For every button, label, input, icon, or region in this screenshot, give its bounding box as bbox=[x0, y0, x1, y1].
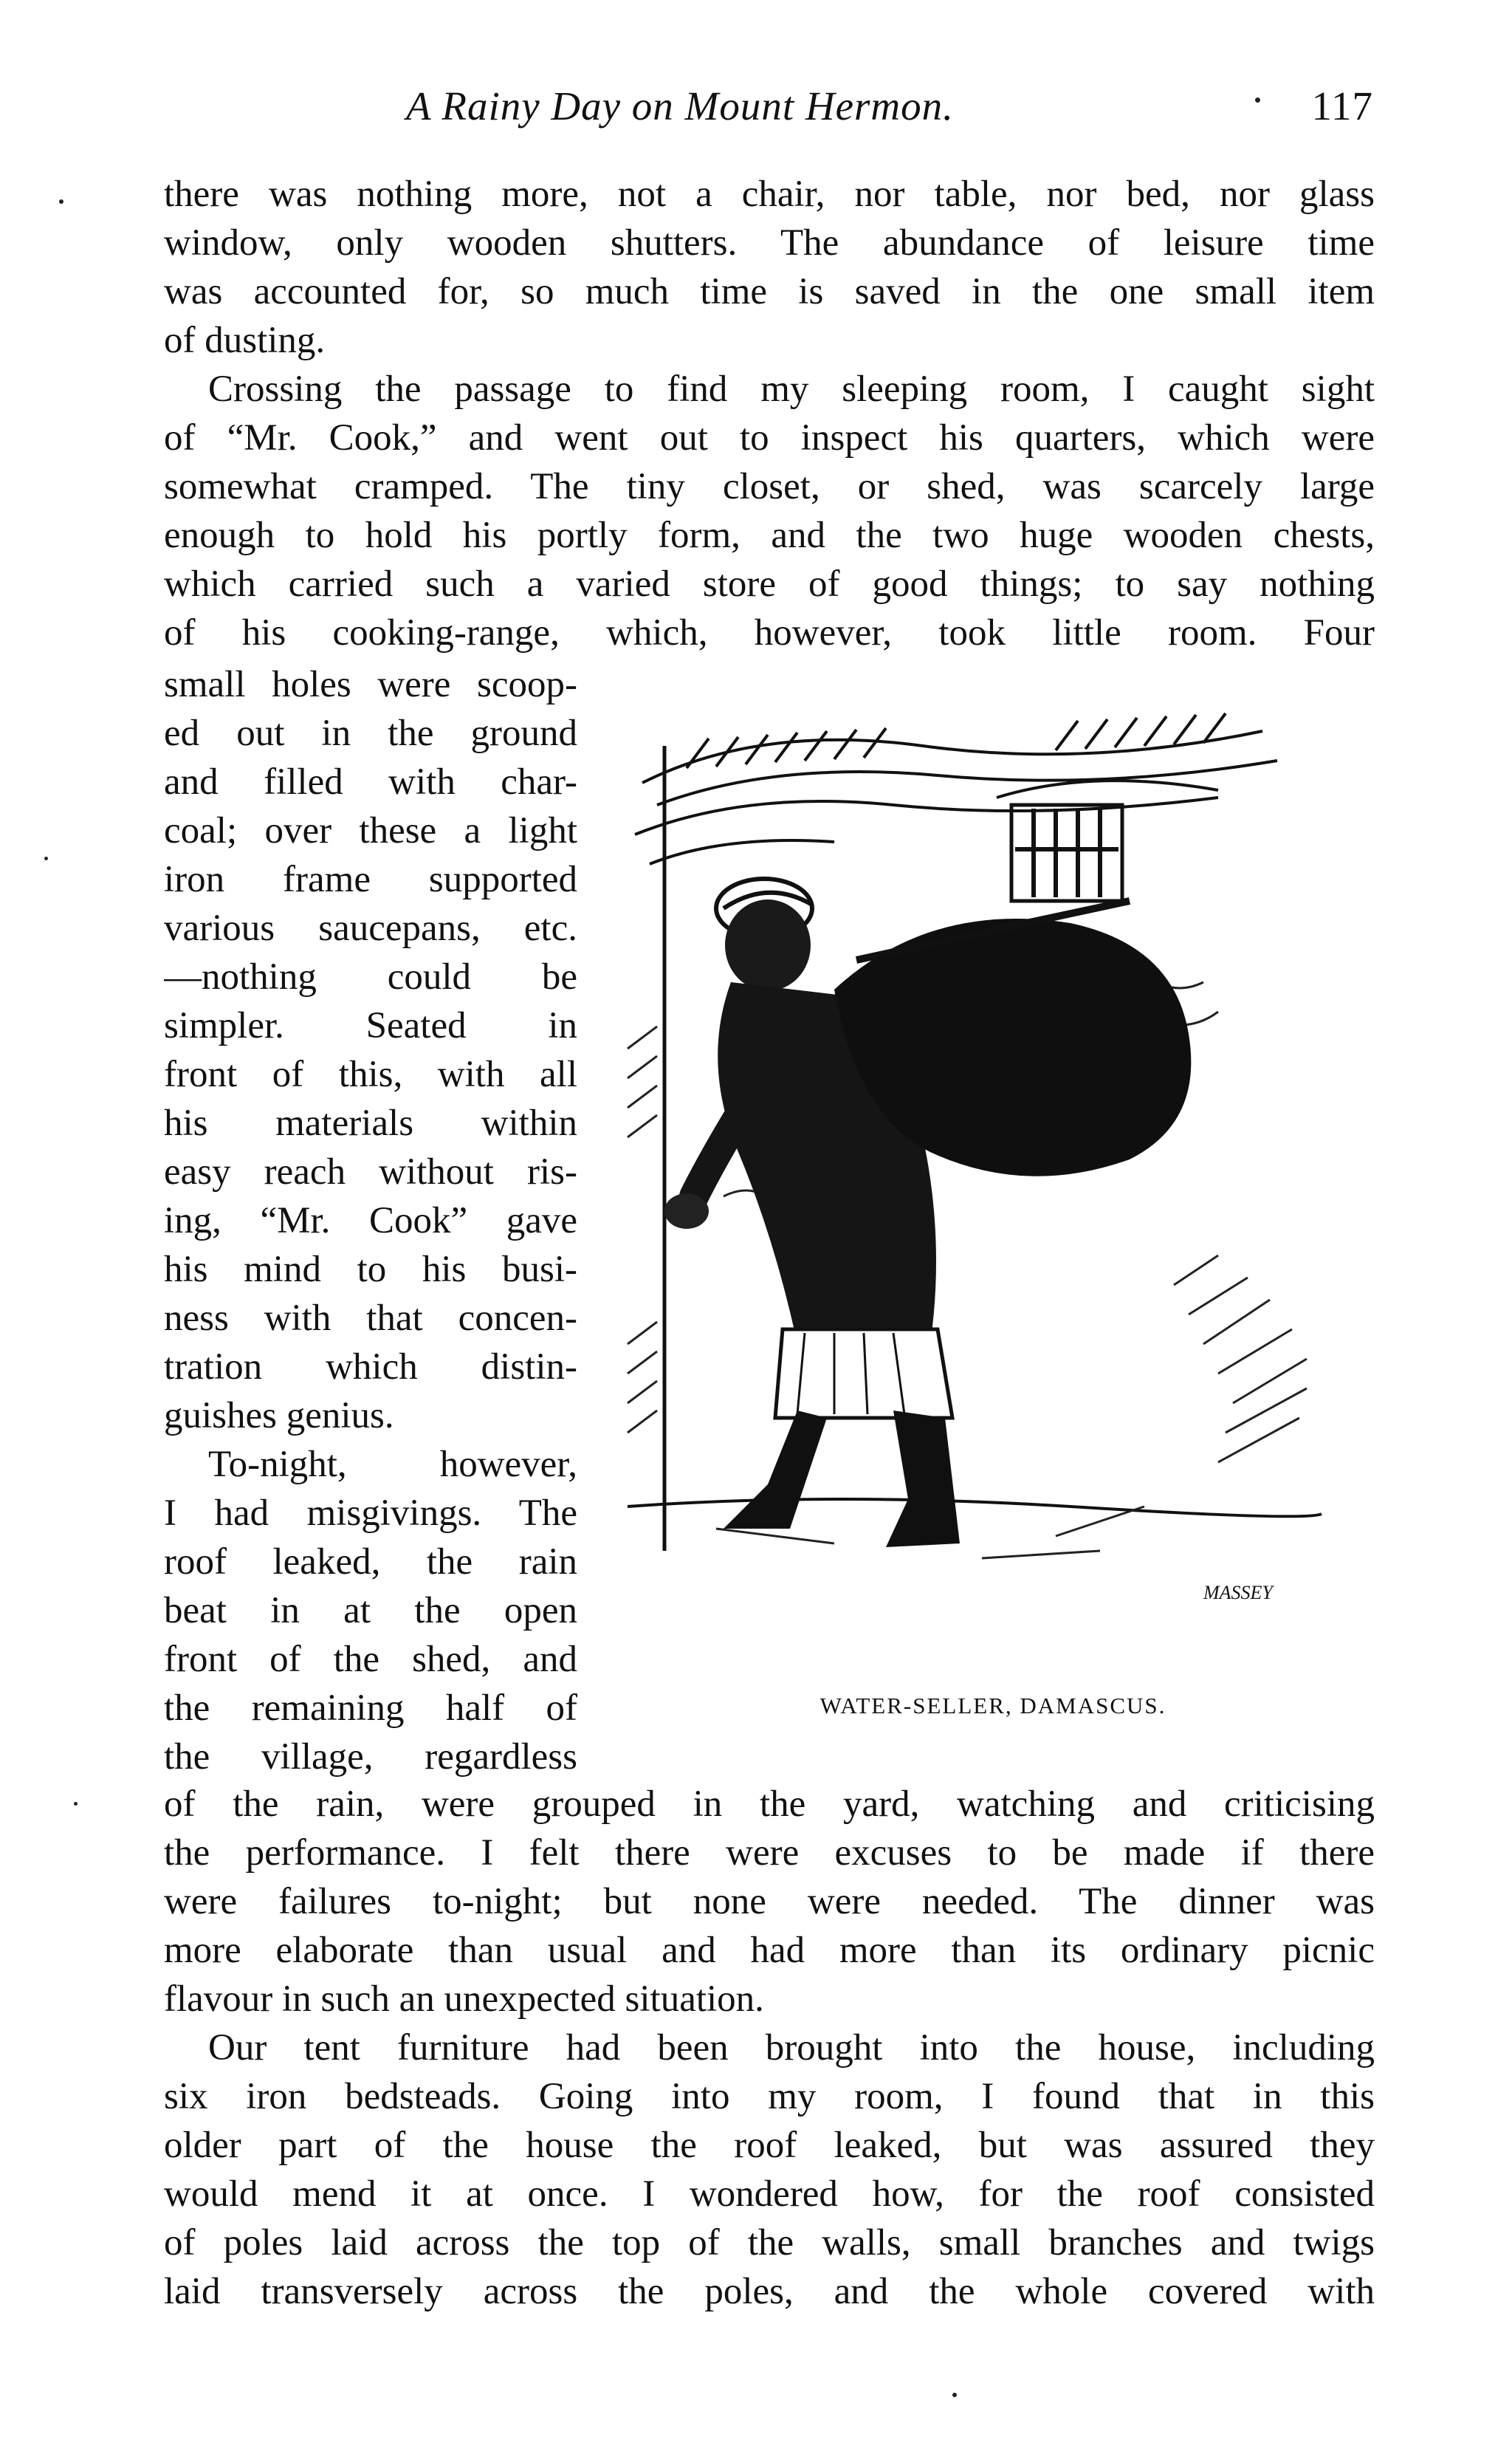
text-line: six iron bedsteads. Going into my room, I found that in this bbox=[164, 2076, 1375, 2117]
top-text-block bbox=[164, 170, 1375, 657]
text-line: guishes genius. bbox=[164, 1395, 394, 1436]
text-line: the remaining half of bbox=[164, 1687, 577, 1729]
text-line: roof leaked, the rain bbox=[164, 1541, 577, 1583]
running-head bbox=[162, 83, 1373, 142]
text-line: Crossing the passage to find my sleeping room, I caught sight bbox=[208, 369, 1375, 410]
text-line: easy reach without ris- bbox=[164, 1151, 577, 1193]
text-line: front of this, with all bbox=[164, 1054, 577, 1095]
text-line: coal; over these a light bbox=[164, 810, 577, 851]
text-line: I had misgivings. The bbox=[164, 1492, 577, 1534]
text-line: flavour in such an unexpected situation. bbox=[164, 1978, 764, 2020]
bottom-text-block bbox=[164, 1780, 1375, 2316]
figure-caption: WATER-SELLER, DAMASCUS. bbox=[819, 1693, 1166, 1718]
scan-speck bbox=[1255, 97, 1260, 103]
text-line: was accounted for, so much time is saved in the one small item bbox=[164, 271, 1375, 312]
text-line: his mind to his busi- bbox=[164, 1249, 577, 1290]
text-line: of dusting. bbox=[164, 320, 326, 361]
left-column-text bbox=[164, 660, 577, 1781]
scan-speck bbox=[952, 2393, 957, 2397]
text-line: ed out in the ground bbox=[164, 713, 577, 754]
scan-speck bbox=[74, 1802, 78, 1806]
illustration-figure bbox=[613, 679, 1373, 1728]
text-line: enough to hold his portly form, and the two huge wooden chests, bbox=[164, 515, 1375, 556]
text-line: front of the shed, and bbox=[164, 1639, 577, 1680]
text-line: older part of the house the roof leaked, but was assured they bbox=[164, 2125, 1375, 2166]
running-title: A Rainy Day on Mount Hermon. bbox=[406, 83, 954, 128]
text-line: the performance. I felt there were excuses to be made if there bbox=[164, 1832, 1375, 1874]
scan-speck bbox=[44, 857, 48, 860]
text-line: would mend it at once. I wondered how, for the roof consisted bbox=[164, 2173, 1375, 2215]
page-number: 117 bbox=[1311, 83, 1373, 128]
water-seller-engraving bbox=[613, 679, 1373, 1662]
text-line: iron frame supported bbox=[164, 859, 577, 900]
text-line: ness with that concen- bbox=[164, 1298, 577, 1339]
text-line: tration which distin- bbox=[164, 1346, 577, 1388]
text-line: laid transversely across the poles, and the whole covered with bbox=[164, 2271, 1375, 2312]
text-line: of “Mr. Cook,” and went out to inspect his quarters, which were bbox=[164, 417, 1375, 459]
text-line: various saucepans, etc. bbox=[164, 908, 577, 949]
text-line: ing, “Mr. Cook” gave bbox=[164, 1200, 577, 1241]
text-line: the village, regardless bbox=[164, 1736, 577, 1778]
text-line: beat in at the open bbox=[164, 1590, 577, 1631]
text-line: of his cooking-range, which, however, took little room. Four bbox=[164, 612, 1375, 654]
text-line: and filled with char- bbox=[164, 761, 577, 803]
text-line: simpler. Seated in bbox=[164, 1005, 577, 1046]
text-line: were failures to-night; but none were needed. The dinner was bbox=[164, 1881, 1375, 1922]
text-line: there was nothing more, not a chair, nor table, nor bed, nor glass bbox=[164, 174, 1375, 215]
text-line: To-night, however, bbox=[208, 1444, 577, 1485]
text-line: which carried such a varied store of good things; to say nothing bbox=[164, 563, 1375, 605]
scan-speck bbox=[59, 199, 63, 204]
text-line: somewhat cramped. The tiny closet, or shed, was scarcely large bbox=[164, 466, 1375, 507]
text-line: his materials within bbox=[164, 1103, 577, 1144]
text-line: small holes were scoop- bbox=[164, 664, 577, 705]
artist-signature: MASSEY bbox=[1203, 1582, 1273, 1603]
text-line: window, only wooden shutters. The abundance of leisure time bbox=[164, 222, 1375, 264]
text-line: —nothing could be bbox=[164, 956, 577, 998]
text-line: of poles laid across the top of the walls, small branches and twigs bbox=[164, 2222, 1375, 2263]
text-line: of the rain, were grouped in the yard, watching and criticising bbox=[164, 1783, 1375, 1825]
text-line: more elaborate than usual and had more than its ordinary picnic bbox=[164, 1930, 1375, 1971]
text-line: Our tent furniture had been brought into the house, including bbox=[208, 2027, 1375, 2069]
